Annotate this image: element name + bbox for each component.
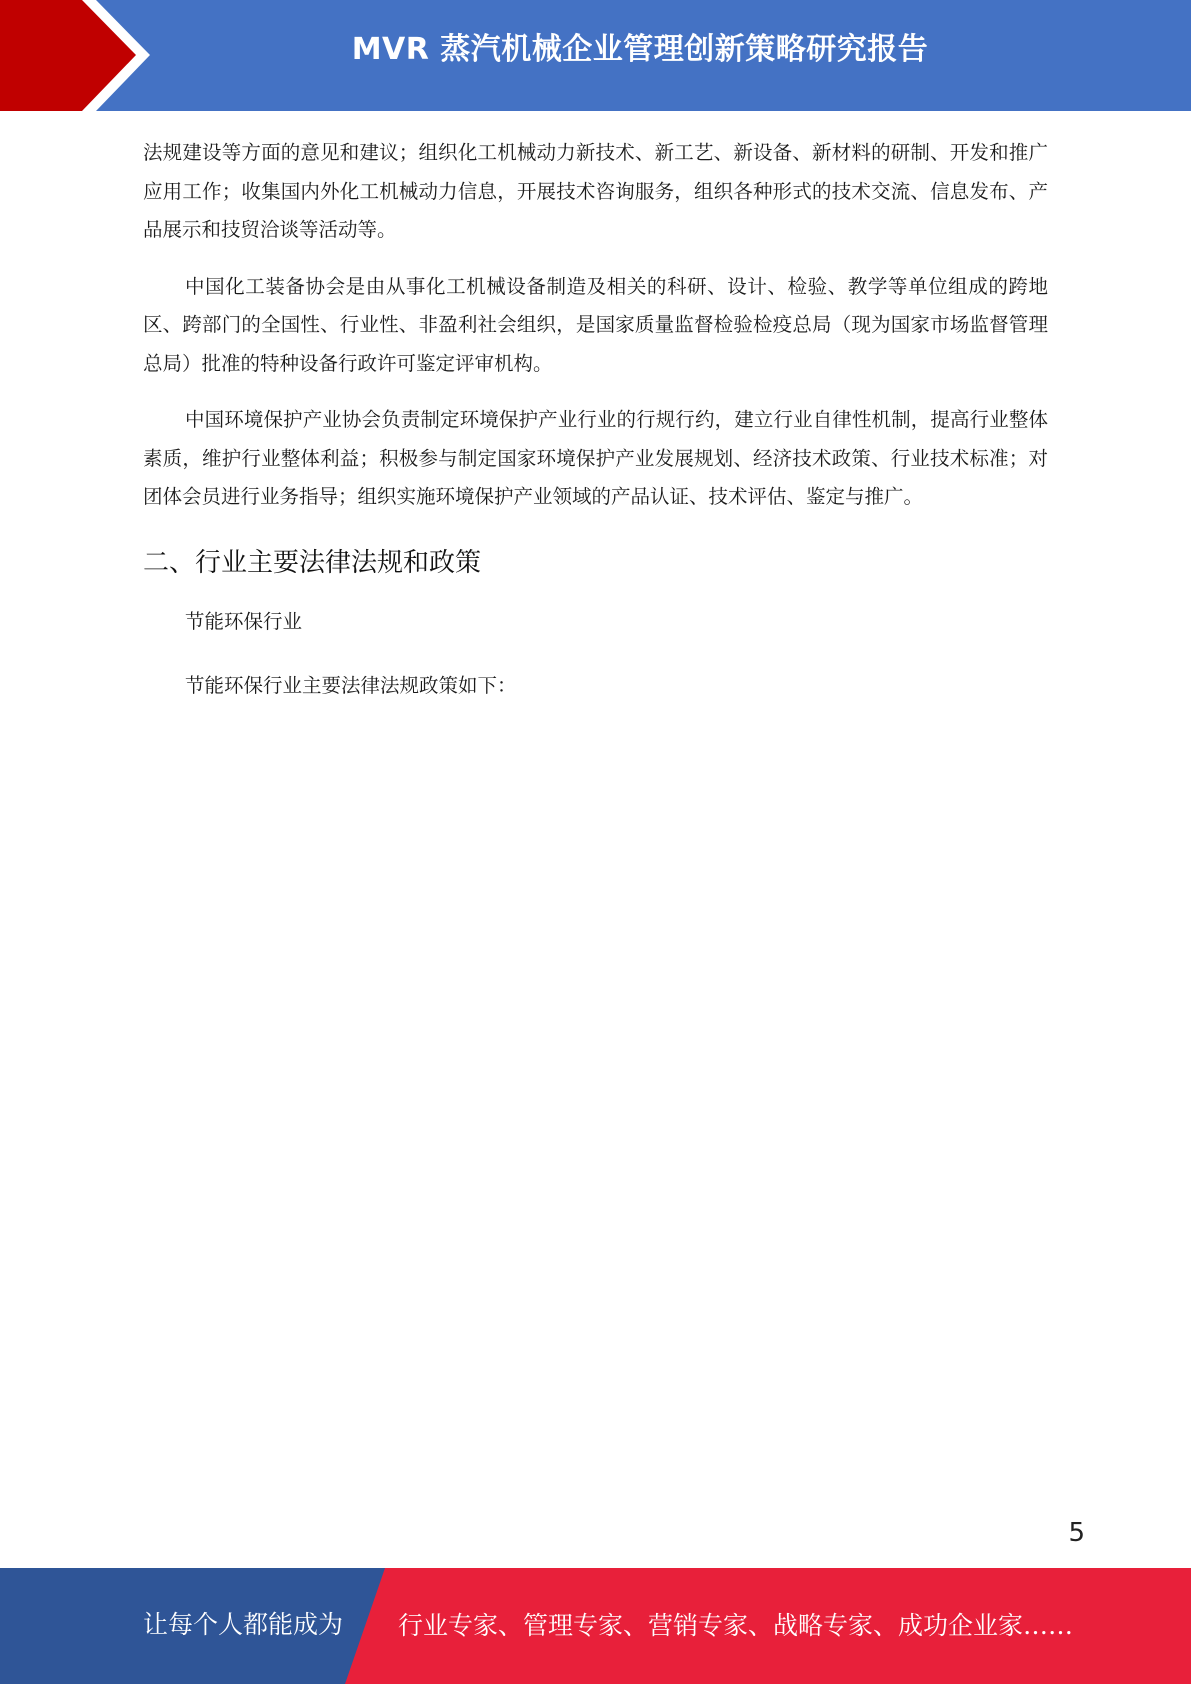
page-header	[0, 0, 1191, 111]
page-number: 5	[1068, 1518, 1085, 1548]
document-body	[143, 134, 1048, 732]
footer-slogan-left: 让每个人都能成为	[143, 1610, 344, 1639]
document-title: MVR 蒸汽机械企业管理创新策略研究报告	[351, 32, 929, 67]
section-heading: 二、行业主要法律法规和政策	[143, 547, 482, 578]
page-footer	[0, 1568, 1191, 1684]
body-paragraph-2: 中国化工装备协会是由从事化工机械设备制造及相关的科研、设计、检验、教学等单位组成的跨地区、跨部门的全国性、行业性、非盈利社会组织，是国家质量监督检验检疫总局（现为国家市场监督管理总局）批准的特种设备行政许可鉴定评审机构。	[143, 274, 1048, 375]
sub-paragraph-industry: 节能环保行业	[185, 609, 303, 633]
sub-paragraph-policy-intro: 节能环保行业主要法律法规政策如下：	[185, 674, 517, 697]
footer-slogan-right: 行业专家、管理专家、营销专家、战略专家、成功企业家……	[398, 1611, 1074, 1640]
body-paragraph-3: 中国环境保护产业协会负责制定环境保护产业行业的行规行约，建立行业自律性机制，提高行业整体素质，维护行业整体利益；积极参与制定国家环境保护产业发展规划、经济技术政策、行业技术标准；对团体会员进行业务指导；组织实施环境保护产业领域的产品认证、技术评估、鉴定与推广。	[143, 408, 1048, 508]
body-paragraph-1: 法规建设等方面的意见和建议；组织化工机械动力新技术、新工艺、新设备、新材料的研制、开发和推广应用工作；收集国内外化工机械动力信息，开展技术咨询服务，组织各种形式的技术交流、信息发布、产品展示和技贸洽谈等活动等。	[143, 141, 1048, 241]
